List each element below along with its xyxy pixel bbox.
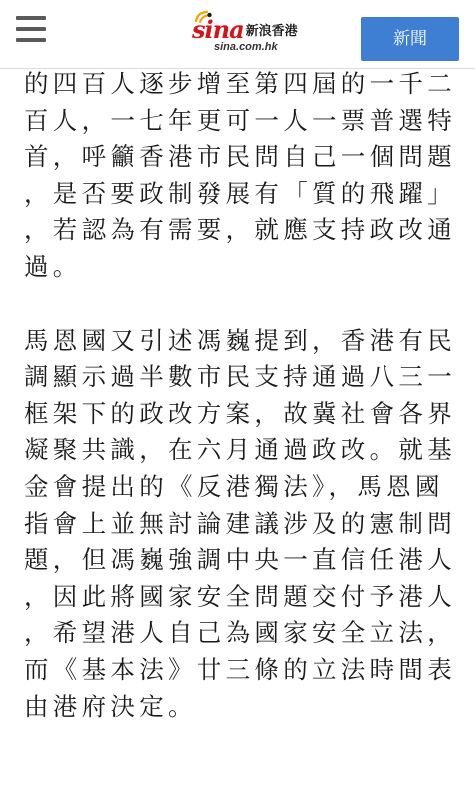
article-paragraph: 的四百人逐步增至第四屆的一千二 百人，一七年更可一人一票普選特 首，呼籲香港市民問自己一個問題 ，是否要政制發展有「質的飛躍」 ，若認為有需要，就應支持政改通 過。 bbox=[24, 69, 456, 281]
logo-domain: sina.com.hk bbox=[214, 41, 278, 53]
article-paragraph: 馬恩國又引述馮巍提到，香港有民 調顯示過半數市民支持通過八三一 框架下的政改方案，故冀社會各界 凝聚共識，在六月通過政改。就基 金會提出的《反港獨法》，馬恩國 指會上並無討論建議涉及的憲制問 題，但馮巍強調中央一直信任港人 ，因此將國家安全問題交付予港人 ，希望港人自己為國家安全立法， 而《基本法》廿三條的立法時間表 由港府決定。 bbox=[24, 325, 456, 721]
top-header bbox=[0, 0, 475, 69]
logo-chinese-name: 新浪香港 bbox=[245, 24, 298, 39]
menu-bar-top bbox=[16, 16, 46, 20]
logo-brand: sina bbox=[192, 15, 244, 44]
menu-bar-bottom bbox=[16, 38, 46, 42]
hamburger-menu-icon[interactable] bbox=[16, 16, 46, 42]
sina-hk-logo[interactable] bbox=[192, 10, 304, 53]
news-section-button[interactable]: 新聞 bbox=[361, 17, 459, 61]
article-body bbox=[24, 66, 464, 725]
menu-bar-middle bbox=[16, 27, 46, 31]
